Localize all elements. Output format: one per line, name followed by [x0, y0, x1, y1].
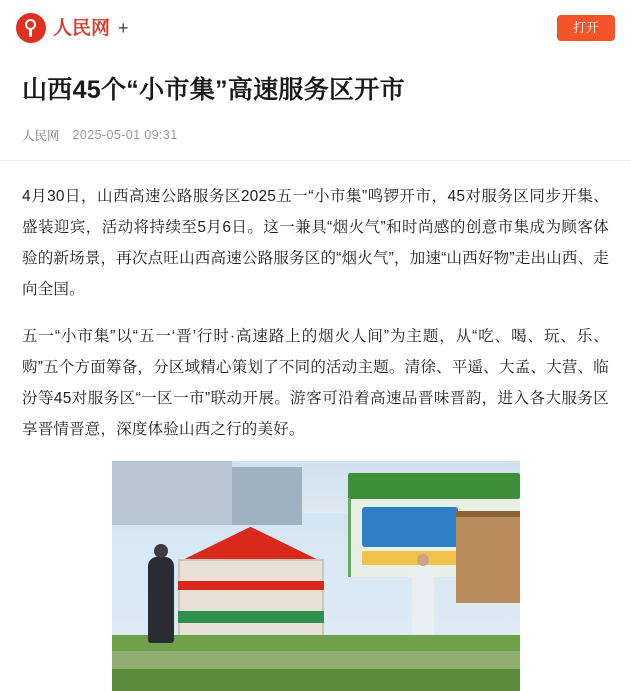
photo-red-tent-roof [172, 527, 330, 561]
article-container [0, 56, 631, 691]
photo-stall-red-stripe [178, 581, 324, 590]
photo-green-canopy-roof [348, 473, 520, 499]
brand-logo[interactable] [16, 13, 129, 43]
article-paragraph: 五一“小市集”以“五一‘晋’行时·高速路上的烟火人间”为主题，从“吃、喝、玩、乐、购”五个方面筹备，分区域精心策划了不同的活动主题。清徐、平遥、大孟、大营、临汾等45对服务区“一区一市”联动开展。游客可沿着高速品晋味晋韵，进入各大服务区享晋情晋意，深度体验山西之行的美好。 [22, 327, 609, 438]
people-daily-logo-icon [16, 13, 46, 43]
photo-stall-green-stripe [178, 611, 324, 623]
photo-vendor-right [412, 565, 434, 635]
open-app-button[interactable]: 打开 [557, 15, 615, 41]
photo-background-building [112, 461, 232, 525]
photo-blue-signboard [362, 507, 458, 547]
photo-visitor-left [148, 557, 174, 643]
photo-background-building-2 [232, 467, 302, 525]
article-source: 人民网 [22, 128, 60, 143]
article-timestamp: 2025-05-01 09:31 [72, 127, 178, 142]
page-title: 山西45个“小市集”高速服务区开市 [22, 76, 405, 104]
meta-divider [0, 160, 631, 161]
article-photo-wrapper [22, 461, 609, 691]
photo-yellow-banner [362, 551, 458, 565]
photo-market-stall [178, 559, 324, 639]
photo-walkway [112, 651, 520, 669]
app-header [0, 0, 631, 56]
brand-plus-mark: + [118, 18, 129, 38]
article-meta [22, 126, 609, 160]
brand-name: 人民网 [53, 17, 111, 39]
photo-wooden-stall [456, 511, 520, 603]
article-photo [112, 461, 520, 691]
photo-foreground-grass [112, 669, 520, 691]
article-paragraph: 4月30日，山西高速公路服务区2025五一“小市集”鸣锣开市，45对服务区同步开集、盛装迎宾，活动将持续至5月6日。这一兼具“烟火气”和时尚感的创意市集成为顾客体验的新场景，再次点旺山西高速公路服务区的“烟火气”，加速“山西好物”走出山西、走向全国。 [22, 187, 609, 298]
